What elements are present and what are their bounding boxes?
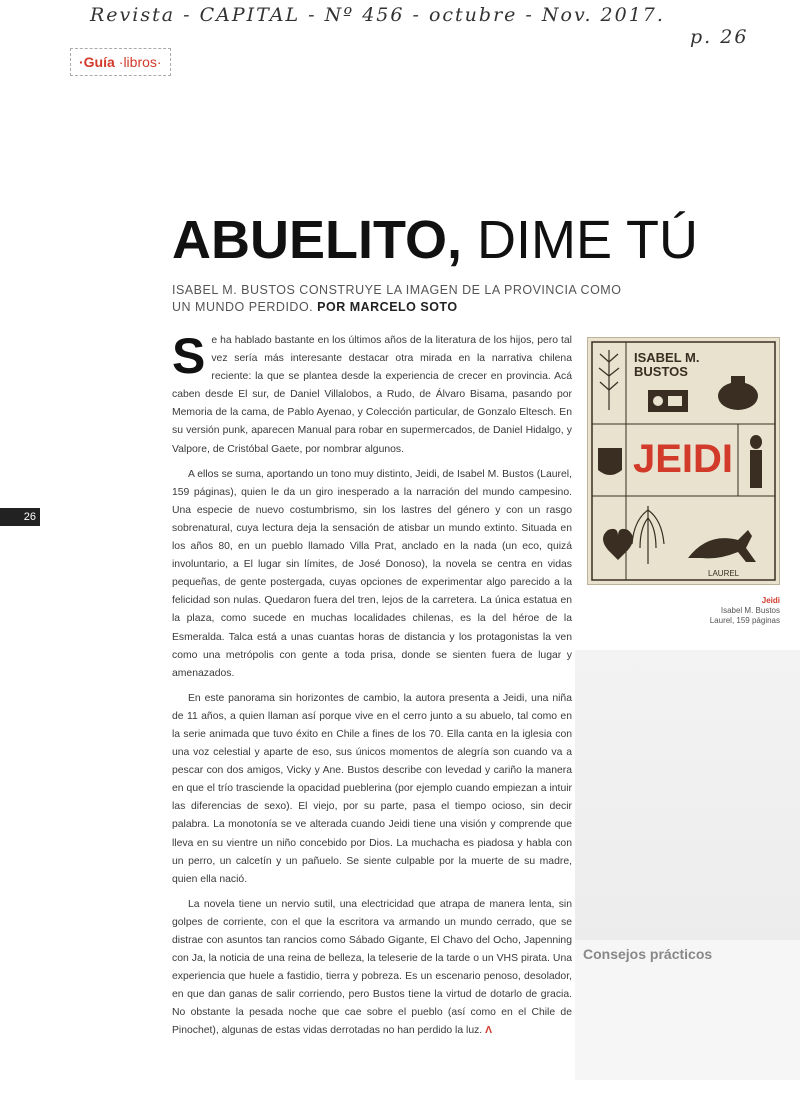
end-mark: Λ xyxy=(485,1025,493,1037)
drop-cap: S xyxy=(172,328,206,384)
article-title-light: DIME TÚ xyxy=(462,210,699,270)
paragraph-4-text: La novela tiene un nervio sutil, una electricidad que atrapa de manera lenta, sin golpes de corriente, con el que la escritora va armando un mundo cerrado, que se distrae con asuntos tan rancios como Sábado Gigante, El Chavo del Ocho, Japenning con Ja, la noticia de una reina de belleza, la teleserie de la tarde o un VHS pirata. Una experiencia que huele a fastidio, tierra y pobreza. Es un escenario penoso, desolador, en que dan ganas de salir corriendo, pero Bustos tiene la virtud de dotarlo de gracia. No obstante la pesada noche que cae sobre el pueblo (así como en el Chile de Pinochet), algunas de estas vidas derrotadas no han perdido la luz. xyxy=(172,898,572,1037)
section-tag-libros: ·libros· xyxy=(118,54,162,70)
paragraph-3: En este panorama sin horizontes de cambio, la autora presenta a Jeidi, una niña de 11 años, a quien llaman así porque vive en el cerro junto a su abuelo, tal como en la serie animada que tuvo éxito en Chile a fines de los 70. Ella canta en la iglesia con una voz celestial y aparte de eso, sus únicos momentos de alegría son cuando va a pescar con dos amigos, Vicky y Ane. Bustos describe con levedad y cariño la manera en que el trío trasciende la opacidad pueblerina (por ejemplo cuando empiezan a intuir las diferencias de sexo). El viejo, por su parte, pasa el tiempo ocioso, sin decir palabra. La monotonía se ve alterada cuando Jeidi tiene una visión y comprende que lleva en su vientre un niño concebido por Dios. La muchacha es piadosa y habla con un perro, un calcetín y un pañuelo. Se siente culpable por la muerte de su madre, quien ella nació. xyxy=(172,692,572,885)
saint-figure-icon xyxy=(750,435,762,488)
kettle-icon xyxy=(718,376,758,410)
section-tag-guia: ·Guía xyxy=(79,54,115,70)
paragraph-4 xyxy=(172,896,572,1041)
dog-icon xyxy=(688,530,756,562)
article-subtitle xyxy=(172,282,642,316)
paragraph-1 xyxy=(172,328,572,459)
paragraph-1-text: e ha hablado bastante en los últimos años de la literatura de los hijos, pero tal vez sería más interesante destacar otra mirada en la narrativa chilena reciente: la que se plantea desde la experiencia de crecer en provincia. Acá caben desde El sur, de Daniel Villalobos, a Rudo, de Álvaro Bisama, pasando por Memoria de la cama, de Pablo Ayenao, y Colección particular, de Gonzalo Eltesch. En su versión punk, aparecen Manual para robar en supermercados, de Daniel Hidalgo, y Valpore, de Cristóbal Gaete, por nombrar algunos. xyxy=(172,335,572,455)
scan-shadow-panel xyxy=(575,650,800,950)
paragraph-2: A ellos se suma, aportando un tono muy distinto, Jeidi, de Isabel M. Bustos (Laurel, 159 páginas), quien le da un giro inesperado a la narración del mundo campesino. Una especie de nuevo costumbrismo, sin los lastres del género y con un rasgo sobrenatural, cuya lectura deja la sensación de atisbar un mundo extinto. Situada en los años 80, en un pueblo llamado Villa Prat, anclado en la nada (un eco, quizá involuntario, a El lugar sin límites, de José Donoso), la novela se centra en vidas pequeñas, de gente postergada, cuyas opciones de experimentar algo parecido a la felicidad son nulas. Quedaron fuera del tren, lejos de la carretera. La única estatua en la plaza, como sucede en muchas localidades chilenas, es la del héroe de la Esmeralda. Talca está a unas cuantas horas de distancia y los protagonistas la ven como una metrópolis con gente a toda prisa, donde se sienten fuera de lugar y amenazados. xyxy=(172,468,572,679)
caption-publisher: Laurel, 159 páginas xyxy=(709,616,780,625)
page-number: 26 xyxy=(0,508,40,526)
section-tag xyxy=(70,48,171,76)
article-title-bold: ABUELITO, xyxy=(172,210,463,270)
heart-icon xyxy=(603,529,633,560)
cover-author-2: BUSTOS xyxy=(634,364,688,379)
bleed-through-heading: Consejos prácticos xyxy=(583,946,713,962)
tree-icon xyxy=(599,350,619,410)
handwritten-reference: Revista - CAPITAL - Nº 456 - octubre - Nov. 2017. xyxy=(90,4,665,26)
article-title xyxy=(172,210,772,270)
cover-publisher: LAUREL xyxy=(708,569,740,578)
handwritten-page-ref: p. 26 xyxy=(690,26,749,48)
book-caption xyxy=(660,596,780,626)
caption-title: Jeidi xyxy=(761,596,780,605)
willow-icon xyxy=(632,506,664,564)
book-cover xyxy=(587,337,780,585)
subtitle-text: ISABEL M. BUSTOS CONSTRUYE LA IMAGEN DE LA PROVINCIA COMO UN MUNDO PERDIDO. xyxy=(172,283,622,314)
article-body xyxy=(172,328,572,1048)
pot-icon xyxy=(598,448,622,475)
cover-title: JEIDI xyxy=(632,437,734,481)
caption-author: Isabel M. Bustos xyxy=(720,606,780,615)
cover-author-1: ISABEL M. xyxy=(634,350,700,365)
byline: POR MARCELO SOTO xyxy=(317,300,458,314)
radio-icon xyxy=(648,390,688,412)
